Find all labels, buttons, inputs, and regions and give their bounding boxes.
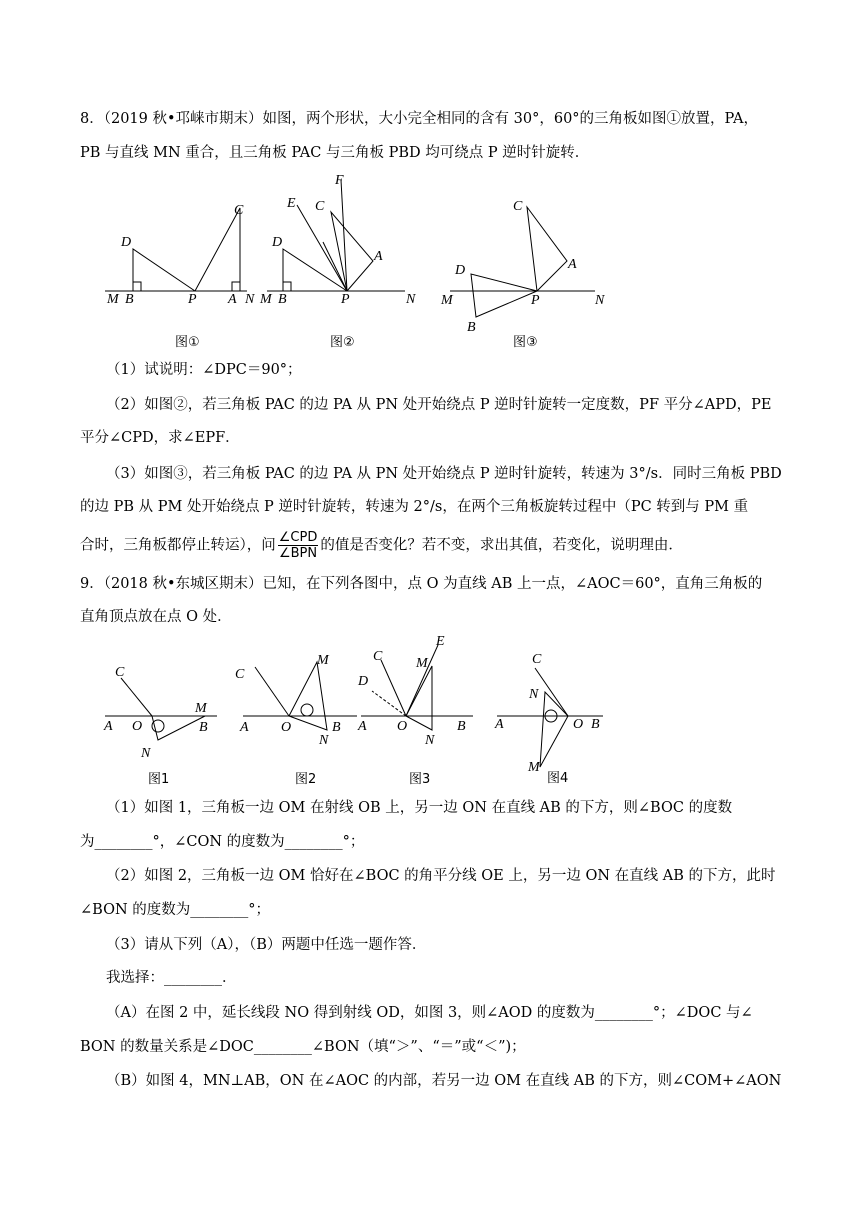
f3-C: C (513, 199, 523, 214)
g4-B: B (591, 717, 600, 732)
f2-N: N (406, 292, 416, 307)
g2-A: A (240, 720, 249, 735)
q9-choose: 我选择：________． (106, 970, 237, 986)
fraction-denominator: ∠BPN (278, 546, 318, 561)
f3-N: N (595, 293, 605, 308)
q9-part2a: （2）如图 2，三角板一边 OM 恰好在∠BOC 的角平分线 OE 上，另一边 ON 在直线 AB 的下方，此时 (106, 868, 776, 884)
g3-A: A (358, 719, 367, 734)
q9-figure-4-labels (494, 652, 600, 786)
f2-M: M (260, 292, 272, 307)
q9-partA2: BON 的数量关系是∠DOC________∠BON（填“＞”、“＝”或“＜”)； (80, 1039, 526, 1055)
f2-P: P (341, 292, 350, 307)
g4-N: N (529, 687, 539, 702)
q8-part3c-post: 的值是否变化？若不变，求出其值，若变化，说明理由． (320, 537, 683, 554)
g2-N: N (319, 733, 329, 748)
q9-part1a: （1）如图 1，三角板一边 OM 在射线 OB 上，另一边 ON 在直线 AB 的下方，则∠BOC 的度数 (106, 800, 733, 816)
g-caption-3: 图3 (409, 772, 431, 787)
f1-M: M (107, 292, 119, 307)
fraction-numerator: ∠CPD (278, 530, 318, 545)
g1-C: C (115, 665, 125, 680)
f3-B: B (467, 320, 476, 335)
fraction-cpd-bpn (278, 530, 319, 561)
f1-P: P (188, 292, 197, 307)
g1-A: A (104, 719, 113, 734)
f1-C: C (234, 203, 244, 218)
g3-E: E (436, 634, 445, 649)
q8-figures (95, 170, 625, 355)
f2-C: C (315, 199, 325, 214)
f3-M: M (441, 293, 453, 308)
q8-part3b: 的边 PB 从 PM 处开始绕点 P 逆时针旋转，转速为 2°/s，在两个三角板旋转过程中（PC 转到与 PM 重 (80, 499, 749, 515)
f3-P: P (531, 293, 540, 308)
g-caption-2: 图2 (295, 772, 317, 787)
f2-A: A (374, 249, 383, 264)
fig-caption-2: 图② (330, 335, 355, 350)
f2-E: E (287, 196, 296, 211)
q9-part1b: 为________°，∠CON 的度数为________°； (80, 834, 365, 850)
g3-B: B (457, 719, 466, 734)
g2-B: B (332, 720, 341, 735)
f1-B: B (125, 292, 134, 307)
q8-line2: PB 与直线 MN 重合，且三角板 PAC 与三角板 PBD 均可绕点 P 逆时针旋转． (80, 145, 590, 161)
f1-A: A (228, 292, 237, 307)
g3-C: C (373, 649, 383, 664)
fig-caption-1: 图① (175, 335, 200, 350)
f3-A: A (568, 257, 577, 272)
q8-part1: （1）试说明：∠DPC＝90°； (106, 362, 302, 378)
g3-N: N (425, 733, 435, 748)
g3-O: O (397, 719, 408, 734)
g-caption-1: 图1 (148, 772, 170, 787)
q9-line1: 9．（2018 秋•东城区期末）已知，在下列各图中，点 O 为直线 AB 上一点，∠AOC＝60°，直角三角板的 (80, 576, 763, 592)
q8-part2a: （2）如图②，若三角板 PAC 的边 PA 从 PN 处开始绕点 P 逆时针旋转一定度数，PF 平分∠APD，PE (106, 397, 772, 413)
g4-M: M (528, 760, 540, 775)
q8-line1: 8．（2019 秋•邛崃市期末）如图，两个形状，大小完全相同的含有 30°，60°的三角板如图①放置，PA， (80, 111, 758, 127)
q9-partA1: （A）在图 2 中，延长线段 NO 得到射线 OD，如图 3，则∠AOD 的度数为________°；∠DOC 与∠ (106, 1005, 753, 1021)
f3-D: D (455, 263, 466, 278)
q9-figure-1-labels (103, 665, 208, 787)
q9-figures (95, 630, 615, 790)
f1-N: N (245, 292, 255, 307)
g1-O: O (132, 719, 143, 734)
q9-figure-4 (497, 668, 603, 767)
g2-M: M (317, 653, 329, 668)
g3-M: M (416, 656, 428, 671)
q9-part3: （3）请从下列（A），（B）两题中任选一题作答． (106, 937, 427, 953)
g1-B: B (199, 720, 208, 735)
g4-A: A (495, 717, 504, 732)
f1-D: D (121, 235, 132, 250)
q8-figure-3-labels (440, 199, 605, 350)
q8-part2b: 平分∠CPD，求∠EPF． (80, 430, 240, 446)
g1-N: N (141, 746, 151, 761)
q8-part3a: （3）如图③，若三角板 PAC 的边 PA 从 PN 处开始绕点 P 逆时针旋转，转速为 3°/s．同时三角板 PBD (106, 466, 782, 482)
q9-line2: 直角顶点放在点 O 处． (80, 609, 232, 625)
q8-part3c-pre: 合时，三角板都停止转运），问 (80, 537, 276, 554)
fig-caption-3: 图③ (513, 335, 538, 350)
q8-part3c (80, 530, 683, 561)
g3-D: D (358, 674, 369, 689)
q8-figure-1-labels (106, 203, 255, 350)
g2-C: C (235, 667, 245, 682)
f2-D: D (272, 235, 283, 250)
q9-figure-3-labels (357, 634, 466, 787)
f2-B: B (278, 292, 287, 307)
g2-O: O (281, 720, 292, 735)
f2-F: F (335, 173, 344, 188)
g-caption-4: 图4 (547, 771, 569, 786)
q9-part2b: ∠BON 的度数为________°； (80, 902, 271, 918)
g1-M: M (195, 701, 207, 716)
q9-partB: （B）如图 4，MN⊥AB，ON 在∠AOC 的内部，若另一边 OM 在直线 AB 的下方，则∠COM+∠AON (106, 1073, 782, 1089)
g4-C: C (532, 652, 542, 667)
g4-O: O (573, 717, 584, 732)
